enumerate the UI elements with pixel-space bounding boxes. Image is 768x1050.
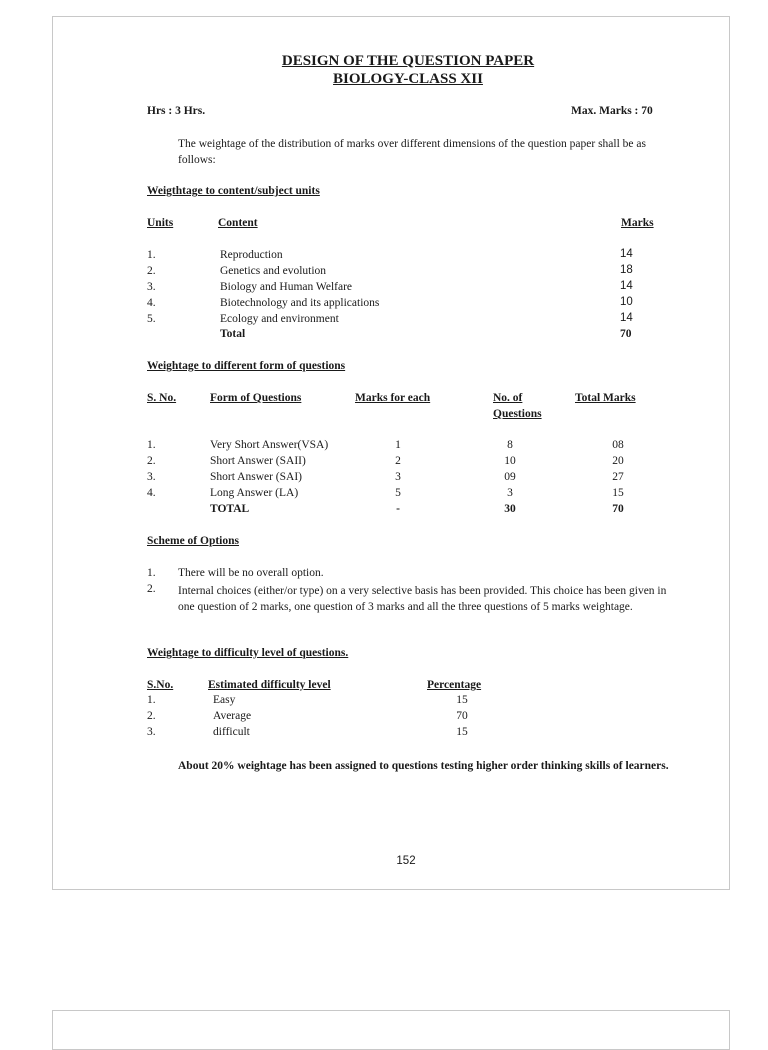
row-number: 3. xyxy=(147,471,156,483)
row-num: 10 xyxy=(504,455,516,467)
col-total-marks: Total Marks xyxy=(575,392,636,404)
row-number: 1. xyxy=(147,249,156,261)
row-total: 20 xyxy=(612,455,624,467)
question-total-each: - xyxy=(396,503,400,515)
row-content: Biotechnology and its applications xyxy=(220,297,380,309)
row-level: Easy xyxy=(213,694,236,706)
row-number: 4. xyxy=(147,487,156,499)
option-number: 1. xyxy=(147,567,156,579)
col-difficulty-level: Estimated difficulty level xyxy=(208,679,331,691)
question-total-num: 30 xyxy=(504,503,516,515)
max-marks-label: Max. Marks : 70 xyxy=(571,105,653,117)
col-num-questions-2: Questions xyxy=(493,408,542,420)
row-total: 08 xyxy=(612,439,624,451)
row-each: 5 xyxy=(395,487,401,499)
row-number: 2. xyxy=(147,455,156,467)
option-number: 2. xyxy=(147,583,156,595)
row-level: difficult xyxy=(213,726,250,738)
doc-title: DESIGN OF THE QUESTION PAPER xyxy=(281,53,535,69)
row-percentage: 15 xyxy=(456,726,468,738)
page-number: 152 xyxy=(396,855,416,867)
row-each: 3 xyxy=(395,471,401,483)
hours-label: Hrs : 3 Hrs. xyxy=(147,105,206,117)
doc-subtitle: BIOLOGY-CLASS XII xyxy=(333,71,483,87)
next-page xyxy=(52,1010,730,1050)
content-total-marks: 70 xyxy=(620,328,632,340)
row-number: 5. xyxy=(147,313,156,325)
row-num: 8 xyxy=(507,439,513,451)
row-number: 1. xyxy=(147,694,156,706)
row-num: 3 xyxy=(507,487,513,499)
row-marks: 14 xyxy=(620,248,633,260)
col-content: Content xyxy=(218,217,258,229)
col-sno: S. No. xyxy=(147,392,177,404)
row-number: 3. xyxy=(147,726,156,738)
difficulty-heading: Weightage to difficulty level of questions. xyxy=(147,647,349,659)
col-percentage: Percentage xyxy=(427,679,482,691)
scheme-options-heading: Scheme of Options xyxy=(147,535,239,547)
row-number: 3. xyxy=(147,281,156,293)
row-total: 27 xyxy=(612,471,624,483)
question-form-heading: Weightage to different form of questions xyxy=(147,360,346,372)
content-total-label: Total xyxy=(220,328,246,340)
row-each: 2 xyxy=(395,455,401,467)
row-marks: 10 xyxy=(620,296,633,308)
hots-note: About 20% weightage has been assigned to questions testing higher order thinking skills of learners. xyxy=(178,760,669,772)
row-number: 4. xyxy=(147,297,156,309)
row-form: Very Short Answer(VSA) xyxy=(210,439,329,451)
question-total-label: TOTAL xyxy=(210,503,250,515)
row-percentage: 70 xyxy=(456,710,468,722)
row-content: Genetics and evolution xyxy=(220,265,327,277)
row-each: 1 xyxy=(395,439,401,451)
intro-paragraph: The weightage of the distribution of marks over different dimensions of the question paper shall be as follows: xyxy=(178,138,646,166)
row-content: Biology and Human Welfare xyxy=(220,281,353,293)
col-marks: Marks xyxy=(621,217,654,229)
row-marks: 18 xyxy=(620,264,633,276)
option-text: There will be no overall option. xyxy=(178,567,324,579)
row-marks: 14 xyxy=(620,280,633,292)
col-form: Form of Questions xyxy=(210,392,302,404)
row-form: Short Answer (SAI) xyxy=(210,471,302,483)
row-percentage: 15 xyxy=(456,694,468,706)
row-content: Ecology and environment xyxy=(220,313,339,325)
option-text: Internal choices (either/or type) on a very selective basis has been provided. This choice has been given in one question of 2 marks, one question of 3 marks and all the three questions of 5 marks weightage. xyxy=(178,585,667,613)
col-units: Units xyxy=(147,217,174,229)
row-total: 15 xyxy=(612,487,624,499)
row-marks: 14 xyxy=(620,312,633,324)
col-marks-each: Marks for each xyxy=(355,392,431,404)
row-content: Reproduction xyxy=(220,249,283,261)
col-sno-difficulty: S.No. xyxy=(147,679,174,691)
row-number: 2. xyxy=(147,265,156,277)
row-level: Average xyxy=(213,710,252,722)
row-num: 09 xyxy=(504,471,516,483)
row-number: 2. xyxy=(147,710,156,722)
col-num-questions: No. of xyxy=(493,392,523,404)
row-form: Long Answer (LA) xyxy=(210,487,299,499)
row-form: Short Answer (SAII) xyxy=(210,455,306,467)
content-weightage-heading: Weigthtage to content/subject units xyxy=(147,185,320,197)
question-total-total: 70 xyxy=(612,503,624,515)
row-number: 1. xyxy=(147,439,156,451)
